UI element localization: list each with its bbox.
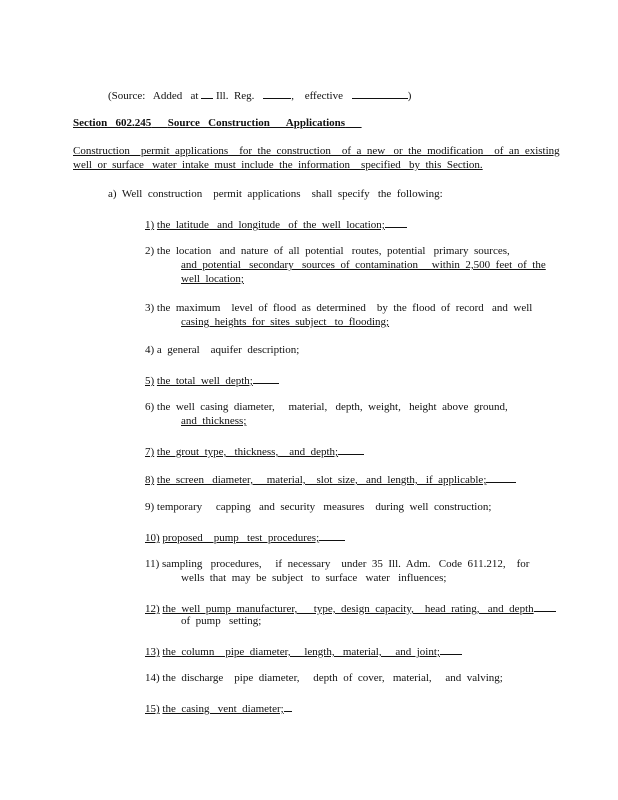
item-number: 7) bbox=[145, 446, 155, 458]
item-text: the screen diameter, material, slot size, and length, if applicable; bbox=[156, 474, 487, 486]
list-item bbox=[145, 644, 462, 659]
item-number: 8) bbox=[145, 474, 155, 486]
underline-tail bbox=[319, 530, 345, 541]
list-item bbox=[145, 701, 292, 716]
item-text-cont: casing heights for sites subject to flooding; bbox=[181, 316, 390, 328]
list-item bbox=[145, 245, 510, 258]
item-text: a general aquifer description; bbox=[156, 344, 300, 356]
item-text-cont: and potential secondary sources of contamination within 2,500 feet of the bbox=[181, 259, 546, 271]
item-text-cont: well location; bbox=[181, 273, 244, 285]
list-item bbox=[145, 501, 491, 514]
item-number: 9) bbox=[145, 501, 155, 513]
item-number: 3) bbox=[145, 302, 155, 314]
list-item bbox=[145, 217, 407, 232]
item-text: temporary capping and security measures during well construction; bbox=[156, 501, 492, 513]
item-text: the total well depth; bbox=[156, 375, 253, 387]
list-item bbox=[145, 530, 345, 545]
item-a: a) Well construction permit applications shall specify the following: bbox=[108, 188, 443, 200]
item-text: proposed pump test procedures; bbox=[162, 532, 320, 544]
effective-date-blank bbox=[352, 88, 408, 99]
list-item bbox=[145, 472, 516, 487]
source-note-register: Ill. Reg. bbox=[215, 90, 255, 102]
item-text: the well pump manufacturer, type, design capacity, head rating, and depth bbox=[162, 603, 534, 615]
item-text: the casing vent diameter; bbox=[162, 703, 284, 715]
source-note-close: ) bbox=[407, 90, 412, 102]
intro-line-2: well or surface water intake must include the information specified by this Section. bbox=[73, 159, 483, 171]
item-number: 4) bbox=[145, 344, 155, 356]
item-text: the location and nature of all potential routes, potential primary sources, bbox=[156, 245, 510, 257]
register-volume-blank bbox=[201, 88, 213, 99]
list-item bbox=[145, 373, 279, 388]
underline-tail bbox=[440, 644, 462, 655]
register-page-blank bbox=[263, 88, 291, 99]
underline-tail bbox=[385, 217, 407, 228]
item-text: the discharge pipe diameter, depth of cover, material, and valving; bbox=[162, 672, 503, 684]
item-number: 12) bbox=[145, 603, 160, 615]
item-text-cont: wells that may be subject to surface water influences; bbox=[181, 572, 447, 584]
source-note: (Source: Added at Ill. Reg. , effective ) bbox=[108, 90, 412, 102]
item-number: 11) bbox=[145, 558, 160, 570]
item-number: 14) bbox=[145, 672, 160, 684]
list-item bbox=[145, 444, 364, 459]
underline-tail bbox=[253, 373, 279, 384]
item-number: 10) bbox=[145, 532, 160, 544]
list-item bbox=[145, 401, 508, 414]
item-text-cont: and thickness; bbox=[181, 415, 247, 427]
item-text-cont: of pump setting; bbox=[181, 615, 262, 627]
item-text: sampling procedures, if necessary under 35 Ill. Adm. Code 611.212, for bbox=[162, 558, 530, 570]
list-item bbox=[145, 302, 532, 315]
item-text: the maximum level of flood as determined by the flood of record and well bbox=[156, 302, 533, 314]
section-title: Source Construction Applications bbox=[167, 117, 346, 129]
section-heading bbox=[73, 117, 346, 130]
underline-tail bbox=[486, 472, 516, 483]
intro-line-1: Construction permit applications for the construction of a new or the modification of an existing bbox=[73, 145, 560, 157]
item-number: 13) bbox=[145, 646, 160, 658]
list-item bbox=[145, 558, 529, 571]
list-item bbox=[145, 344, 299, 357]
item-number: 15) bbox=[145, 703, 160, 715]
item-text: the column pipe diameter, length, material, and joint; bbox=[162, 646, 440, 658]
section-number: Section 602.245 bbox=[73, 117, 152, 129]
item-number: 2) bbox=[145, 245, 155, 257]
item-number: 5) bbox=[145, 375, 155, 387]
underline-tail bbox=[534, 601, 556, 612]
item-number: 6) bbox=[145, 401, 155, 413]
underline-tail bbox=[284, 701, 292, 712]
source-note-prefix: (Source: Added at bbox=[108, 90, 199, 102]
item-text: the latitude and longitude of the well location; bbox=[156, 219, 385, 231]
item-number: 1) bbox=[145, 219, 155, 231]
source-note-effective: effective bbox=[304, 90, 343, 102]
list-item bbox=[145, 672, 503, 685]
item-text: the well casing diameter, material, depth, weight, height above ground, bbox=[156, 401, 508, 413]
underline-tail bbox=[338, 444, 364, 455]
list-item bbox=[145, 601, 556, 616]
item-text: the grout type, thickness, and depth; bbox=[156, 446, 339, 458]
